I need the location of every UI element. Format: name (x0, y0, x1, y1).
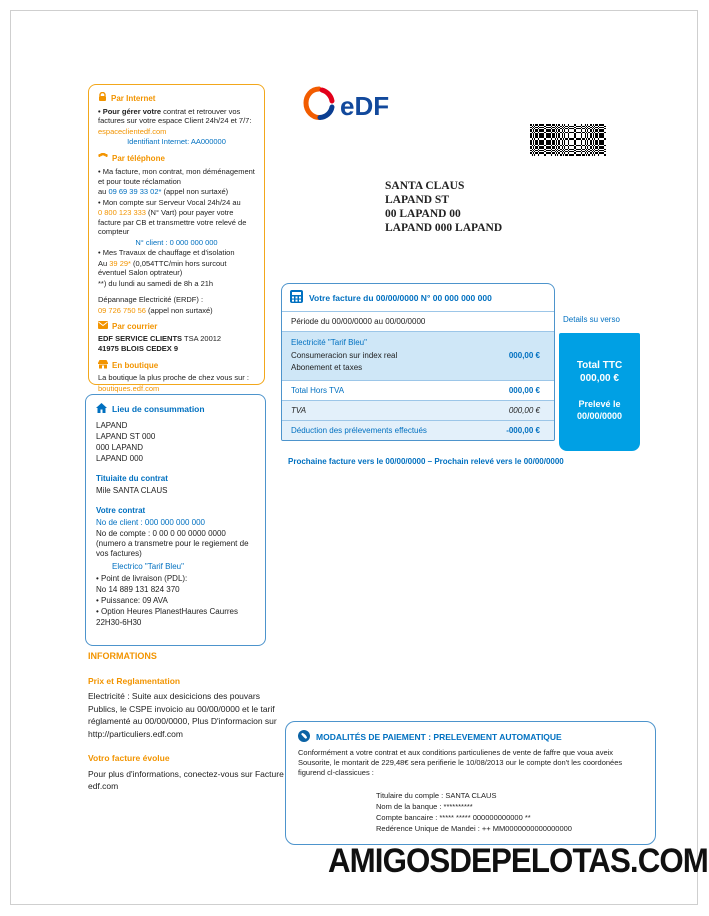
lieu-header (96, 403, 255, 416)
phone-line-5: • Mes Travaux de chauffage et d'isolation (98, 248, 235, 257)
phone-line-6 (98, 259, 255, 278)
lieu-address-2: LAPAND ST 000 (96, 432, 156, 441)
phone-line-2-pre: au (98, 187, 109, 196)
invoice-deduction-row (282, 420, 554, 440)
total-ht-label: Total Hors TVA (291, 385, 345, 395)
invoice-electricity-row (282, 331, 554, 380)
total-ttc-label: Total TTC (576, 360, 623, 371)
boutique-link[interactable]: boutiques.edf.com (98, 383, 160, 393)
section-telephone-header (98, 153, 255, 166)
recipient-street: LAPAND ST (385, 194, 450, 206)
section-boutique-title: En boutique (112, 360, 159, 370)
informations-title: INFORMATIONS (88, 651, 157, 661)
contrat-title: Votre contrat (96, 506, 146, 515)
lieu-address-3: 000 LAPAND (96, 443, 143, 452)
lieu-address-4: LAPAND 000 (96, 454, 143, 463)
payment-bank-line: Nom de la banque : ********** (376, 802, 473, 811)
courrier-tsa: TSA 20012 (182, 333, 222, 343)
section-courrier-header (98, 321, 255, 332)
phone-circle-icon (298, 730, 310, 744)
payment-terms-body: Conformément a votre contrat et aux conditions particulienes de vente de faffre que voua aveix Sousorite, le montarit de 229,48€ sera perifierie le 10/08/2013 our le compte don't les coordonées figurend cl-classicues : (298, 748, 623, 777)
phone-icon (98, 153, 108, 166)
payment-terms-header (298, 730, 643, 744)
payment-account-line: Compte bancaire : ***** ***** 000000000000 ** (376, 813, 531, 822)
phone-number-depannage: 09 726 750 56 (98, 305, 146, 315)
site-watermark: AMIGOSDEPELOTAS.COM (328, 842, 708, 880)
recipient-address (385, 179, 502, 235)
invoice-title: Votre facture du 00/00/0000 N° 00 000 000 000 (309, 292, 492, 303)
internet-text-rest: contrat et retrouver vos factures sur votre espace Client 24h/24 et 7/7: (98, 106, 252, 125)
deduction-value: -000,00 € (506, 425, 540, 435)
account-note-1: (numero a transmetre pour le regiement de (96, 539, 249, 548)
tva-value: 000,00 € (508, 405, 540, 415)
internet-link[interactable]: espaceclientedf.com (98, 126, 167, 136)
preleve-label: Prelevé le (578, 399, 621, 409)
section-telephone-title: Par téléphone (112, 154, 165, 163)
house-icon (96, 403, 107, 416)
details-verso-label: Details su verso (563, 315, 620, 324)
internet-identifiant: Identifiant Internet: AA000000 (127, 137, 226, 146)
phone-hours-note: **) du lundi au samedi de 8h a 21h (98, 278, 214, 288)
lieu-client-number: No de client : 000 000 000 000 (96, 518, 205, 527)
internet-text (98, 107, 255, 126)
account-note-2: vos factures) (96, 549, 142, 558)
preleve-date: 00/00/0000 (576, 411, 623, 421)
invoice-period-row (282, 311, 554, 331)
invoice-tva-row (282, 400, 554, 420)
lieu-account-number: No de compte : 0 00 0 00 0000 0000 (96, 529, 226, 538)
invoice-period: Période du 00/00/0000 au 00/00/0000 (291, 317, 426, 326)
contact-info-box (88, 84, 265, 393)
payment-holder-line: Titulaire du comple : SANTA CLAUS (376, 791, 497, 800)
phone-line-6-post: (0,054TTC/min hors surcout éventuel Salon optrateur) (98, 258, 227, 277)
edf-logo-text: eDF (340, 91, 390, 121)
section-boutique-header (98, 360, 255, 372)
total-ttc-value: 000,00 € (580, 373, 619, 384)
invoice-summary-box (281, 283, 555, 441)
depannage-post: (appel non surtaxé) (145, 305, 213, 315)
edf-swirl-icon (303, 86, 335, 127)
lock-icon (98, 92, 107, 105)
mail-icon (98, 321, 108, 332)
calculator-icon (290, 290, 303, 305)
lieu-title: Lieu de consummation (112, 404, 205, 414)
phone-line-4 (98, 208, 255, 237)
depannage-line (98, 306, 255, 316)
invoice-header (282, 284, 554, 311)
deduction-label: Déduction des prélevements effectués (291, 425, 427, 435)
evolue-body: Pour plus d'informations, conectez-vous sur Facture edf.com (88, 768, 284, 791)
option-line-2: 22H30-6H30 (96, 618, 142, 627)
next-invoice-line: Prochaine facture vers le 00/00/0000 – Prochain relevé vers le 00/00/0000 (288, 457, 564, 466)
prix-body-text: Electricité : Suite aux desicicions des pouvars Publics, le CSPE invoicio au 00/00/0000 et le tarif réglamenté au 00/00/0000, Plus D'informacion sur (88, 691, 277, 726)
internet-text-bold: • Pour gérer votre (98, 106, 162, 116)
courrier-address-1 (98, 334, 255, 344)
courrier-address-2: 41975 BLOIS CEDEX 9 (98, 344, 179, 353)
recipient-city-1: 00 LAPAND 00 (385, 208, 461, 220)
recipient-city-2: LAPAND 000 LAPAND (385, 222, 503, 234)
consumption-value: 000,00 € (508, 350, 540, 360)
pdl-number: No 14 889 131 824 370 (96, 585, 180, 594)
prix-title: Prix et Reglamentation (88, 675, 181, 686)
shop-icon (98, 360, 108, 372)
evolue-title: Votro facture évolue (88, 753, 170, 763)
boutique-text: La boutique la plus proche de chez vous sur : (98, 373, 249, 382)
consumption-location-box (85, 394, 266, 646)
depannage-label: Dépannage Electricité (ERDF) : (98, 295, 204, 304)
titulaire-name: Mile SANTA CLAUS (96, 486, 168, 495)
subscription-label: Abonement et taxes (291, 363, 363, 372)
total-ttc-box (559, 333, 640, 451)
lieu-address-1: LAPAND (96, 421, 128, 430)
phone-line-2-post: (appel non surtaxé) (161, 187, 229, 196)
pdl-label: • Point de livraison (PDL): (96, 574, 188, 583)
section-courrier-title: Par courrier (112, 321, 158, 331)
consumption-line (291, 350, 540, 363)
payment-details (376, 790, 643, 834)
barcode-image (530, 124, 606, 156)
recipient-name: SANTA CLAUS (385, 180, 465, 192)
payment-mandate-line: Redérence Unique de Mandei : ++ MM0000000000000000 (376, 824, 572, 833)
particuliers-link[interactable]: http://particuliers.edf.com (88, 728, 183, 739)
client-number: N° client : 0 000 000 000 (135, 237, 218, 247)
tva-label: TVA (291, 405, 307, 415)
power-line: • Puissance: 09 AVA (96, 596, 168, 605)
prix-body (88, 690, 288, 740)
phone-number-reclamation: 09 69 39 33 02* (108, 187, 162, 196)
phone-number-serveur-vocal: 0 800 123 333 (98, 208, 146, 217)
phone-line-6-pre: Au (98, 258, 110, 268)
phone-line-1: • Ma facture, mon contrat, mon déménagement et pour toute réclamation (98, 167, 255, 186)
section-internet-header (98, 92, 255, 105)
courrier-service-name: EDF SERVICE CLIENTS (98, 333, 183, 343)
tariff-name: Electrico "Tarif Bleu" (112, 562, 184, 571)
phone-number-travaux: 39 29* (109, 258, 131, 268)
section-internet-title: Par Internet (111, 93, 156, 103)
option-line-1: • Option Heures PlanestHaures Caurres (96, 607, 238, 616)
total-ht-value: 000,00 € (508, 385, 540, 395)
consumption-label: Consumeracion sur index real (291, 350, 398, 360)
edf-logo (303, 86, 389, 127)
payment-terms-title: MODALITÉS DE PAIEMENT : PRELEVEMENT AUTOMATIQUE (316, 732, 562, 742)
phone-line-2 (98, 187, 255, 197)
titulaire-title: Tituiaite du contrat (96, 474, 168, 483)
electricity-tariff-label: Electricité "Tarif Bleu" (291, 338, 367, 347)
payment-terms-box (285, 721, 656, 845)
phone-line-3: • Mon compte sur Serveur Vocal 24h/24 au (98, 197, 241, 207)
phone-line-4-post: (N° Vart) pour payer votre facture par CB et transmettre votre relevé de compteur (98, 208, 247, 236)
informations-section (88, 650, 288, 793)
invoice-total-ht-row (282, 380, 554, 400)
